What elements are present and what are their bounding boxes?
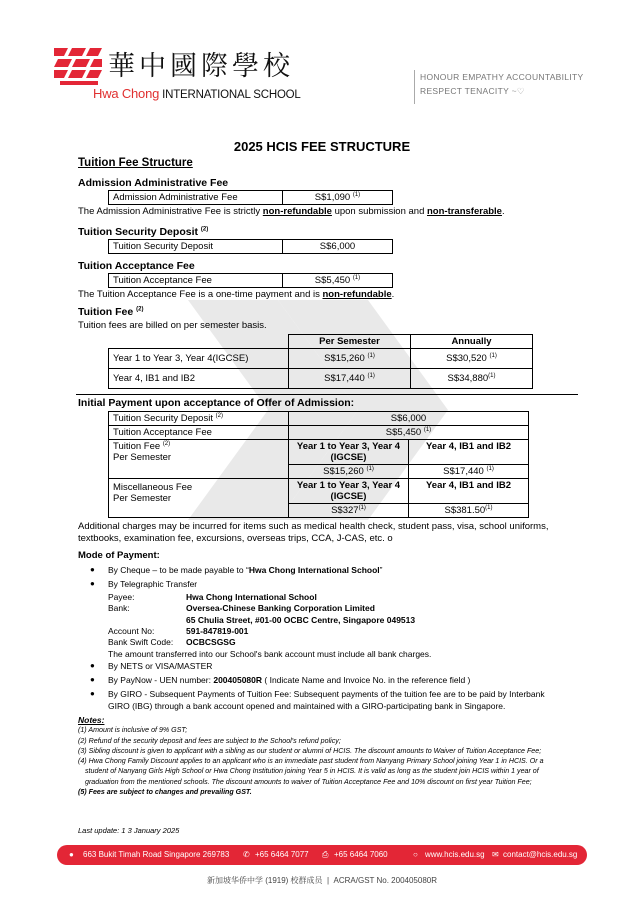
fax-icon: ⎙ bbox=[322, 850, 329, 859]
acceptance-heading: Tuition Acceptance Fee bbox=[78, 260, 195, 272]
payment-cheque: By Cheque – to be made payable to “Hwa Chong International School” bbox=[108, 565, 383, 575]
row-semester: S$15,260 $^{(1)}$ bbox=[289, 349, 411, 369]
additional-charges-2: textbooks, examination fee, excursions, overseas trips, CCA, J-CAS, etc. o bbox=[78, 533, 393, 544]
admission-text: The Admission Administrative Fee is strictly non-refundable upon submission and non-transferable. bbox=[78, 206, 505, 217]
admission-label: Admission Administrative Fee bbox=[109, 191, 283, 205]
security-table bbox=[108, 239, 393, 254]
acceptance-text: The Tuition Acceptance Fee is a one-time payment and is non-refundable. bbox=[78, 289, 395, 300]
table-row bbox=[109, 349, 533, 369]
additional-charges-1: Additional charges may be incurred for items such as medical health check, student pass, visa, school uniforms, bbox=[78, 521, 549, 532]
note-2: (2) Refund of the security deposit and fees are subject to the School's refund policy; bbox=[78, 736, 341, 745]
initial-tuition-label: Tuition Fee $^{(2)}$ Per Semester bbox=[109, 440, 289, 479]
payment-paynow: By PayNow - UEN number: 200405080R ( Indicate Name and Invoice No. in the reference field ) bbox=[108, 675, 471, 685]
bullet-icon: ● bbox=[90, 661, 95, 670]
payee-label: Payee: bbox=[108, 592, 135, 602]
phone-icon: ✆ bbox=[243, 850, 250, 859]
col-annually: Annually bbox=[411, 335, 533, 349]
initial-misc-a: S$327$^{(1)}$ bbox=[289, 504, 409, 518]
school-name-hc: Hwa Chong bbox=[93, 86, 160, 101]
acceptance-table bbox=[108, 273, 393, 288]
initial-col-b: Year 4, IB1 and IB2 bbox=[409, 440, 529, 465]
school-values bbox=[414, 70, 583, 104]
note-1: (1) Amount is inclusive of 9% GST; bbox=[78, 726, 188, 735]
tuition-table bbox=[108, 334, 533, 389]
payment-heading: Mode of Payment: bbox=[78, 550, 160, 561]
initial-security-value: S$6,000 bbox=[289, 412, 529, 426]
bullet-icon: ● bbox=[90, 675, 95, 684]
payment-giro-1: By GIRO - Subsequent Payments of Tuition Fee: Subsequent payments of the tuition fee are to be paid by Interbank bbox=[108, 689, 545, 699]
initial-acceptance-value: S$5,450 $^{(1)}$ bbox=[289, 426, 529, 440]
row-label: Year 1 to Year 3, Year 4(IGCSE) bbox=[109, 349, 289, 369]
mail-icon: ✉ bbox=[492, 850, 499, 859]
school-chinese-name: 華中國際學校 bbox=[108, 51, 294, 82]
footer-contact-bar bbox=[57, 845, 587, 865]
values-line-1: HONOUR EMPATHY ACCOUNTABILITY bbox=[420, 72, 584, 82]
note-4c: graduation from the mentioned schools. The discount amounts to waiver of Tuition Acceptance Fee and 10% discount on first year Tuition Fee; bbox=[85, 777, 532, 786]
row-label: Year 4, IB1 and IB2 bbox=[109, 369, 289, 389]
bullet-icon: ● bbox=[90, 579, 95, 588]
initial-tuition-b: S$17,440 $^{(1)}$ bbox=[409, 465, 529, 479]
account-label: Account No: bbox=[108, 626, 155, 636]
globe-icon: ○ bbox=[413, 850, 418, 859]
payment-nets: By NETS or VISA/MASTER bbox=[108, 661, 213, 671]
payee-value: Hwa Chong International School bbox=[186, 592, 317, 602]
tuition-heading: Tuition Fee $^{(2)}$ bbox=[78, 306, 144, 318]
bullet-icon: ● bbox=[90, 565, 95, 574]
note-5: (5) Fees are subject to changes and prevailing GST. bbox=[78, 788, 252, 797]
table-row bbox=[109, 369, 533, 389]
security-value: S$6,000 bbox=[283, 240, 393, 254]
initial-tuition-a: S$15,260 $^{(1)}$ bbox=[289, 465, 409, 479]
footer-web[interactable]: www.hcis.edu.sg bbox=[425, 850, 485, 859]
payment-giro-2: GIRO (IBG) through a bank account opened and maintained with a GIRO-participating bank in Singapore. bbox=[108, 701, 506, 711]
school-name-rest: INTERNATIONAL SCHOOL bbox=[159, 89, 301, 101]
initial-col-a-2: Year 1 to Year 3, Year 4 (IGCSE) bbox=[289, 479, 409, 504]
last-update: Last update: 1 3 January 2025 bbox=[78, 826, 180, 835]
note-4b: student of Nanyang Girls High School or Hwa Chong Institution joining Year 5 in HCIS. It is valid as long as the student join HCIS within 1 year of bbox=[85, 767, 539, 776]
admission-table bbox=[108, 190, 393, 205]
initial-col-b-2: Year 4, IB1 and IB2 bbox=[409, 479, 529, 504]
payment-tt: By Telegraphic Transfer bbox=[108, 579, 198, 589]
bullet-icon: ● bbox=[90, 689, 95, 698]
admission-heading: Admission Administrative Fee bbox=[78, 177, 229, 189]
values-line-2: RESPECT TENACITY ~♡ bbox=[420, 86, 525, 96]
tuition-structure-heading: Tuition Fee Structure bbox=[78, 157, 193, 169]
security-heading: Tuition Security Deposit $^{(2)}$ bbox=[78, 226, 209, 238]
swift-value: OCBCSGSG bbox=[186, 637, 236, 647]
col-per-semester: Per Semester bbox=[289, 335, 411, 349]
footer-phone-2[interactable]: +65 6464 7060 bbox=[334, 850, 388, 859]
tt-note: The amount transferred into our School's bank account must include all bank charges. bbox=[108, 649, 432, 659]
footer-bottom: 新加坡华侨中学 (1919) 校群成员 | ACRA/GST No. 200405080R bbox=[206, 876, 437, 885]
initial-heading: Initial Payment upon acceptance of Offer of Admission: bbox=[78, 397, 355, 409]
account-value: 591-847819-001 bbox=[186, 626, 249, 636]
row-annual: S$30,520 $^{(1)}$ bbox=[411, 349, 533, 369]
note-4a: (4) Hwa Chong Family Discount applies to an applicant who is an immediate past student from Nanyang Primary School joining Year 1 in HCIS. Or a bbox=[78, 757, 544, 766]
initial-col-a: Year 1 to Year 3, Year 4 (IGCSE) bbox=[289, 440, 409, 465]
footer-address: 663 Bukit Timah Road Singapore 269783 bbox=[83, 850, 230, 859]
footer-phone-1[interactable]: +65 6464 7077 bbox=[255, 850, 309, 859]
notes bbox=[78, 715, 578, 797]
tuition-intro: Tuition fees are billed on per semester basis. bbox=[78, 320, 267, 331]
initial-security-label: Tuition Security Deposit $^{(2)}$ bbox=[109, 412, 289, 426]
notes-heading: Notes: bbox=[78, 715, 105, 725]
swift-label: Bank Swift Code: bbox=[108, 637, 174, 647]
acceptance-label: Tuition Acceptance Fee bbox=[109, 274, 283, 288]
initial-misc-label: Miscellaneous Fee Per Semester bbox=[109, 479, 289, 518]
footer-email[interactable]: contact@hcis.edu.sg bbox=[503, 850, 578, 859]
bank-address: 65 Chulia Street, #01-00 OCBC Centre, Singapore 049513 bbox=[186, 615, 416, 625]
initial-acceptance-label: Tuition Acceptance Fee bbox=[109, 426, 289, 440]
hcis-logo-icon bbox=[52, 44, 104, 90]
initial-misc-b: S$381.50$^{(1)}$ bbox=[409, 504, 529, 518]
note-3: (3) Sibling discount is given to applicant with a sibling as our student or alumni of HCIS. The discount amounts to Waiver of Tuition Acceptance Fee; bbox=[78, 746, 542, 755]
initial-table bbox=[108, 411, 529, 518]
row-semester: S$17,440 $^{(1)}$ bbox=[289, 369, 411, 389]
acceptance-value: S$5,450 $^{(1)}$ bbox=[283, 274, 393, 288]
handshake-icon: ~♡ bbox=[511, 86, 525, 96]
page-title: 2025 HCIS FEE STRUCTURE bbox=[233, 139, 411, 154]
divider bbox=[76, 394, 578, 395]
security-label: Tuition Security Deposit bbox=[109, 240, 283, 254]
bank-value: Oversea-Chinese Banking Corporation Limited bbox=[186, 603, 375, 613]
bank-label: Bank: bbox=[108, 603, 130, 613]
row-annual: S$34,880$^{(1)}$ bbox=[411, 369, 533, 389]
location-icon: ● bbox=[69, 850, 74, 859]
admission-value: S$1,090 $^{(1)}$ bbox=[283, 191, 393, 205]
school-name bbox=[93, 86, 301, 101]
